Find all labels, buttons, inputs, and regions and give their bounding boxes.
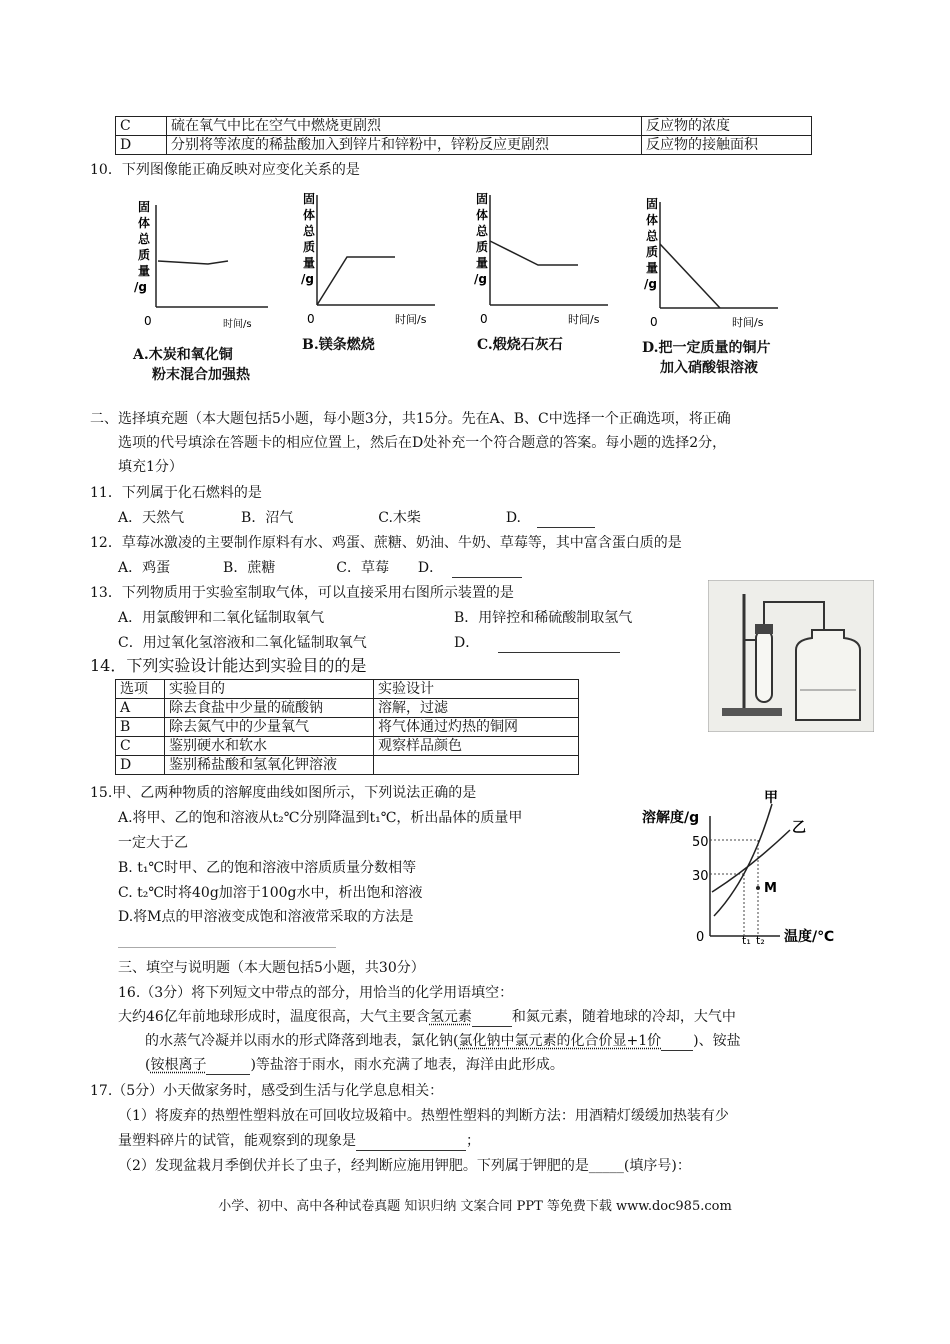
q14-table <box>115 679 579 775</box>
q11-answer-blank[interactable] <box>537 513 595 528</box>
graph-b-ylabel-2: 总 <box>303 224 316 238</box>
q15-option-b: B. t₁℃时甲、乙的饱和溶液中溶质质量分数相等 <box>118 860 417 876</box>
table-cell: 观察样品颜色 <box>374 737 579 756</box>
graph-a-origin: 0 <box>144 314 152 328</box>
graph-a <box>128 195 278 340</box>
q11-options <box>118 508 595 528</box>
solubility-graph <box>640 788 850 948</box>
q16-text: 的水蒸气冷凝并以雨水的形式降落到地表，氯化钠( <box>145 1033 459 1049</box>
graph-a-ylabel-5: /g <box>134 280 147 294</box>
section2-line3: 填充1分） <box>118 459 183 475</box>
q12-options <box>118 558 522 578</box>
solubility-ylabel: 溶解度/g <box>642 810 700 826</box>
table-cell: 除去食盐中少量的硫酸钠 <box>165 699 374 718</box>
solubility-tick-50: 50 <box>692 835 709 850</box>
q12-option-b: B．蔗糖 <box>223 560 276 576</box>
table-row <box>116 136 812 155</box>
q16-dotted-ammonium: 铵根离子 <box>150 1057 207 1073</box>
table-header-row <box>116 680 579 699</box>
q12-option-d: D． <box>417 560 444 576</box>
q12-stem: 12．草莓冰激凌的主要制作原料有水、鸡蛋、蔗糖、奶油、牛奶、草莓等，其中富含蛋白质的是 <box>90 535 682 551</box>
graph-c-curve <box>490 241 578 265</box>
graph-d-label-2: 加入硝酸银溶液 <box>660 360 758 376</box>
q15-option-a-1: A.将甲、乙的饱和溶液从t₂℃分别降温到t₁℃，析出晶体的质量甲 <box>118 810 523 826</box>
q15-option-d: D.将M点的甲溶液变成饱和溶液常采取的方法是 <box>118 909 414 925</box>
solubility-point-m <box>756 886 760 890</box>
table-cell: 鉴别硬水和软水 <box>165 737 374 756</box>
solubility-curve-jia <box>714 804 772 916</box>
table-cell: 分别将等浓度的稀盐酸加入到锌片和锌粉中，锌粉反应更剧烈 <box>167 136 642 155</box>
table-header-cell: 实验目的 <box>165 680 374 699</box>
graph-d-curve <box>660 244 720 308</box>
graph-c-ylabel-4: 量 <box>476 256 489 270</box>
graph-c-ylabel-5: /g <box>474 272 487 286</box>
q9-table <box>115 116 812 155</box>
q13-option-d <box>454 633 620 653</box>
q16-line2 <box>145 1031 741 1051</box>
q16-text: )、铵盐 <box>693 1033 741 1049</box>
table-cell: 鉴别稀盐酸和氢氧化钾溶液 <box>165 756 374 775</box>
graph-a-label-1: A.木炭和氧化铜 <box>133 347 233 363</box>
graph-b <box>295 185 445 330</box>
q16-text: ( <box>145 1057 151 1073</box>
graph-c-label-1: C.煅烧石灰石 <box>477 337 563 353</box>
solubility-label-jia: 甲 <box>764 790 778 806</box>
graph-b-ylabel-3: 质 <box>303 240 316 254</box>
q16-line3 <box>145 1055 564 1075</box>
q17-part2: （2）发现盆栽月季倒伏并长了虫子，经判断应施用钾肥。下列属于钾肥的是_____(填序号)： <box>118 1158 691 1174</box>
table-row <box>116 737 579 756</box>
graph-b-xlabel: 时间/s <box>395 313 427 326</box>
table-row <box>116 756 579 775</box>
q11-option-a: A．天然气 <box>118 510 185 526</box>
solubility-xlabel: 温度/℃ <box>784 929 835 945</box>
q17-blank-1[interactable] <box>356 1136 466 1151</box>
q15-answer-blank[interactable] <box>118 947 336 948</box>
graph-d-xlabel: 时间/s <box>732 316 764 329</box>
q16-text: 大约46亿年前地球形成时，温度很高，大气主要含 <box>118 1009 430 1025</box>
solubility-t2: t₂ <box>756 934 765 947</box>
graph-c <box>468 185 618 330</box>
q12-option-c: C．草莓 <box>336 560 389 576</box>
q12-answer-blank[interactable] <box>452 563 522 578</box>
graph-b-ylabel-4: 量 <box>303 256 316 270</box>
q17-stem: 17.（5分）小天做家务时，感受到生活与化学息息相关： <box>90 1083 444 1099</box>
q10-stem: 10．下列图像能正确反映对应变化关系的是 <box>90 162 360 178</box>
table-cell: C <box>116 737 165 756</box>
q17-text: 量塑料碎片的试管，能观察到的现象是 <box>118 1133 356 1149</box>
graph-b-ylabel-0: 固 <box>303 192 316 206</box>
graph-a-ylabel-3: 质 <box>138 248 151 262</box>
q14-stem: 14．下列实验设计能达到实验目的的是 <box>90 656 367 675</box>
table-cell: A <box>116 699 165 718</box>
table-cell: 反应物的浓度 <box>642 117 812 136</box>
table-cell <box>374 756 579 775</box>
q13-option-d-label: D． <box>454 635 480 651</box>
graph-a-xlabel: 时间/s <box>223 319 252 330</box>
section2-line1: 二、选择填充题（本大题包括5小题，每小题3分，共15分。先在A、B、C中选择一个正确选项，将正确 <box>90 411 731 427</box>
graph-a-curve <box>158 261 228 264</box>
table-cell: 溶解，过滤 <box>374 699 579 718</box>
graph-a-ylabel-2: 总 <box>138 232 151 246</box>
q16-dotted-valence: 氯化钠中氯元素的化合价显+1价 <box>458 1033 662 1049</box>
section2-line2: 选项的代号填涂在答题卡的相应位置上，然后在D处补充一个符合题意的答案。每小题的选择2分， <box>118 435 727 451</box>
table-cell: D <box>116 756 165 775</box>
table-row <box>116 718 579 737</box>
graph-d-ylabel-5: /g <box>644 277 657 291</box>
graph-d-ylabel-4: 量 <box>646 261 659 275</box>
table-cell: C <box>116 117 167 136</box>
q15-option-a-2: 一定大于乙 <box>118 835 188 851</box>
q17-part1-line2 <box>118 1131 480 1151</box>
q15-option-c: C. t₂℃时将40g加溶于100g水中，析出饱和溶液 <box>118 885 423 901</box>
q16-blank-1[interactable] <box>472 1012 512 1027</box>
table-cell: D <box>116 136 167 155</box>
graph-d-origin: 0 <box>650 315 658 329</box>
q13-option-a: A．用氯酸钾和二氧化锰制取氧气 <box>118 610 325 626</box>
graph-d-ylabel-2: 总 <box>646 229 659 243</box>
graph-d-ylabel-3: 质 <box>646 245 659 259</box>
q11-option-c: C.木柴 <box>378 510 421 526</box>
graph-b-ylabel-5: /g <box>301 272 314 286</box>
graph-d <box>638 192 788 337</box>
q16-line1 <box>118 1007 736 1027</box>
q12-option-a: A．鸡蛋 <box>118 560 171 576</box>
section3-heading: 三、填空与说明题（本大题包括5小题，共30分） <box>118 960 425 976</box>
solubility-label-m: M <box>764 881 777 896</box>
graph-b-label-1: B.镁条燃烧 <box>302 337 375 353</box>
q17-text: ； <box>466 1133 480 1149</box>
table-row <box>116 699 579 718</box>
table-header-cell: 选项 <box>116 680 165 699</box>
graph-b-curve <box>317 257 395 305</box>
gas-apparatus-image <box>708 580 874 732</box>
graph-c-origin: 0 <box>480 312 488 326</box>
q11-option-b: B．沼气 <box>241 510 294 526</box>
solubility-origin: 0 <box>696 930 705 945</box>
table-cell: 硫在氧气中比在空气中燃烧更剧烈 <box>167 117 642 136</box>
solubility-t1: t₁ <box>742 934 751 947</box>
q16-blank-3[interactable] <box>206 1060 250 1075</box>
graph-a-label-2: 粉末混合加强热 <box>152 367 250 383</box>
q17-part1-line1: （1）将废弃的热塑性塑料放在可回收垃圾箱中。热塑性塑料的判断方法：用酒精灯缓缓加热装有少 <box>118 1108 729 1124</box>
q16-blank-2[interactable] <box>661 1036 693 1051</box>
table-header-cell: 实验设计 <box>374 680 579 699</box>
solubility-label-yi: 乙 <box>792 820 806 836</box>
q13-option-b: B．用锌控和稀硫酸制取氢气 <box>454 610 633 626</box>
q11-stem: 11．下列属于化石燃料的是 <box>90 485 262 501</box>
graph-b-origin: 0 <box>307 312 315 326</box>
table-row <box>116 117 812 136</box>
graph-c-xlabel: 时间/s <box>568 313 600 326</box>
graph-c-ylabel-3: 质 <box>476 240 489 254</box>
table-cell: B <box>116 718 165 737</box>
graph-d-label-1: D.把一定质量的铜片 <box>642 340 771 356</box>
graph-c-ylabel-0: 固 <box>476 192 489 206</box>
table-cell: 除去氮气中的少量氧气 <box>165 718 374 737</box>
q16-text: )等盐溶于雨水，雨水充满了地表，海洋由此形成。 <box>250 1057 564 1073</box>
solubility-tick-30: 30 <box>692 869 709 884</box>
q16-dotted-hydrogen: 氢元素 <box>429 1009 472 1025</box>
page-footer: 小学、初中、高中各种试卷真题 知识归纳 文案合同 PPT 等免费下载 www.doc985.com <box>218 1199 732 1214</box>
graph-d-ylabel-1: 体 <box>646 213 659 227</box>
graph-a-ylabel-0: 固 <box>138 200 151 214</box>
graph-c-ylabel-1: 体 <box>476 208 489 222</box>
q11-option-d: D. <box>505 510 521 526</box>
graph-a-ylabel-4: 量 <box>138 264 151 278</box>
table-cell: 将气体通过灼热的铜网 <box>374 718 579 737</box>
q13-stem: 13．下列物质用于实验室制取气体，可以直接采用右图所示装置的是 <box>90 585 514 601</box>
table-cell: 反应物的接触面积 <box>642 136 812 155</box>
graph-c-ylabel-2: 总 <box>476 224 489 238</box>
q16-text: 和氮元素，随着地球的冷却，大气中 <box>511 1009 736 1025</box>
q13-answer-blank[interactable] <box>498 638 620 653</box>
q16-stem: 16.（3分）将下列短文中带点的部分，用恰当的化学用语填空： <box>118 985 514 1001</box>
q13-option-c: C．用过氧化氢溶液和二氧化锰制取氧气 <box>118 635 367 651</box>
graph-d-ylabel-0: 固 <box>646 197 659 211</box>
graph-b-ylabel-1: 体 <box>303 208 316 222</box>
graph-a-ylabel-1: 体 <box>138 216 151 230</box>
q15-stem: 15.甲、乙两种物质的溶解度曲线如图所示，下列说法正确的是 <box>90 785 477 801</box>
